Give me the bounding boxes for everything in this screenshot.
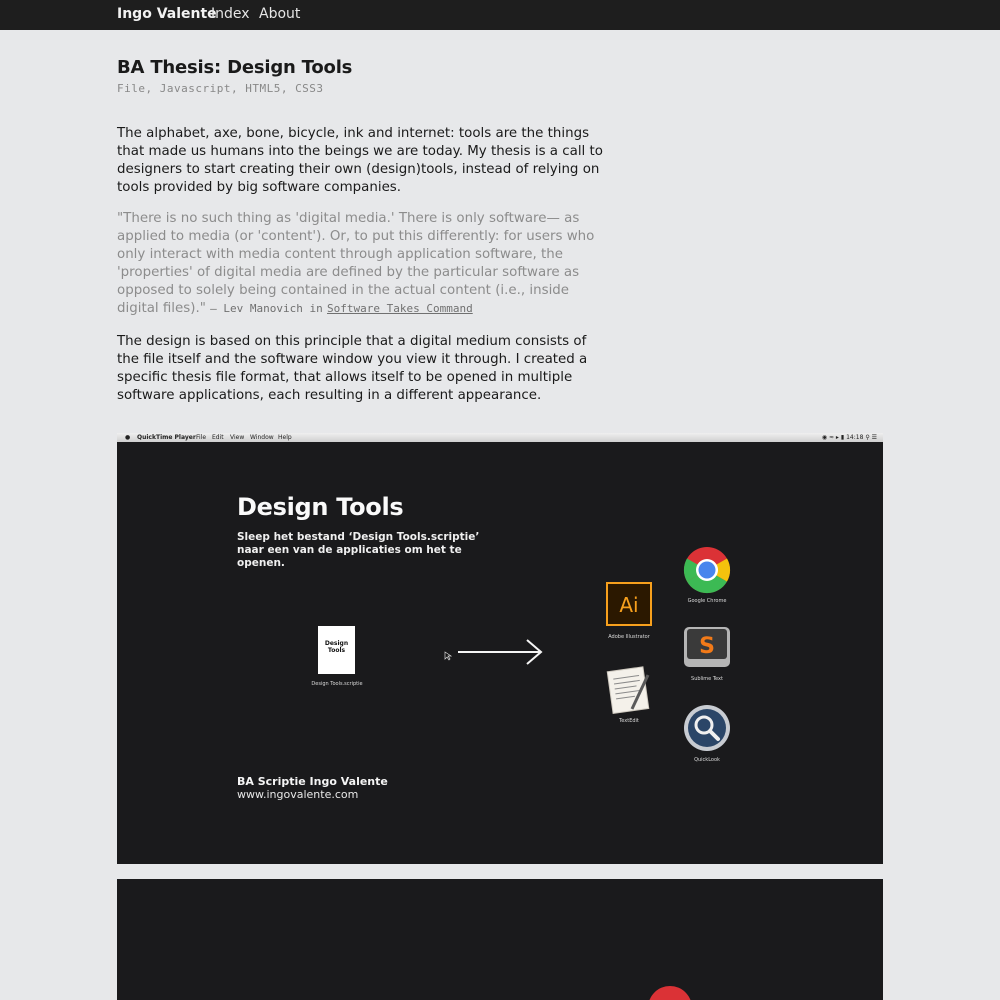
spotlight-icon: ⚲ ☰ xyxy=(865,434,877,441)
intro-paragraph: The alphabet, axe, bone, bicycle, ink and internet: tools are the things that made us humans into the beings we are today. My thesis is a call to designers to start creating their own (design)tools, instead of relying on tools provided by big software companies. xyxy=(117,126,603,195)
svg-text:Ai: Ai xyxy=(619,593,639,617)
mac-menubar xyxy=(117,433,883,442)
quote-text: "There is no such thing as 'digital media.' There is only software— as applied to media (or 'content'). Or, to put this differently: for users who only interact with media content through application software, the 'properties' of digital media are defined by the particular software as opposed to solely being contained in the actual content (i.e., inside digital files)." xyxy=(117,211,595,316)
tag-list: File, Javascript, HTML5, CSS3 xyxy=(117,82,324,95)
document-filename: Design Tools.scriptie xyxy=(311,681,363,687)
app-label-textedit: TextEdit xyxy=(619,718,639,724)
adobe-illustrator-icon xyxy=(606,582,652,626)
menubar-item-window: Window xyxy=(250,434,274,441)
quicklook-icon xyxy=(683,704,731,752)
app-label-quicklook: QuickLook xyxy=(694,757,720,763)
status-icons: ◉ ≈ ▸ ▮ xyxy=(821,434,845,441)
apple-icon: ● xyxy=(125,434,131,441)
menubar-item-help: Help xyxy=(278,434,292,441)
menubar-item-view: View xyxy=(230,434,245,441)
document-icon-label: Design Tools xyxy=(324,640,349,654)
thesis-screenshot xyxy=(117,433,883,864)
screenshot-subtitle: Sleep het bestand ‘Design Tools.scriptie’ naar een van de applicaties om het te openen. xyxy=(237,531,480,569)
chrome-icon-partial xyxy=(647,985,693,1000)
menubar-item-edit: Edit xyxy=(212,434,224,441)
textedit-icon xyxy=(604,665,654,715)
app-label-illustrator: Adobe Illustrator xyxy=(608,634,650,640)
page-title: BA Thesis: Design Tools xyxy=(117,57,353,78)
nav-link-about[interactable]: About xyxy=(259,6,301,22)
screenshot-url: www.ingovalente.com xyxy=(237,788,359,801)
screenshot-credit: BA Scriptie Ingo Valente xyxy=(237,775,388,788)
sublime-text-icon xyxy=(683,625,731,669)
app-label-sublime: Sublime Text xyxy=(691,676,723,682)
top-nav-bar xyxy=(0,0,1000,30)
arrow-right-icon xyxy=(457,638,545,668)
cursor-icon xyxy=(444,651,452,661)
thesis-screenshot-2 xyxy=(117,879,883,1000)
app-label-chrome: Google Chrome xyxy=(687,598,727,604)
screenshot-title: Design Tools xyxy=(237,493,404,521)
menubar-app-name: QuickTime Player xyxy=(137,434,196,441)
nav-link-index[interactable]: Index xyxy=(211,6,250,22)
book-link[interactable]: Software Takes Command xyxy=(327,302,473,315)
document-icon xyxy=(318,626,355,674)
menubar-time: 14:18 xyxy=(846,434,864,441)
brand-link[interactable]: Ingo Valente xyxy=(117,6,217,22)
menubar-status-area xyxy=(822,434,877,441)
block-quote xyxy=(117,210,607,318)
body-paragraph: The design is based on this principle that a digital medium consists of the file itself and the software window you view it through. I created a specific thesis file format, that allows itself to be opened in multiple software applications, each resulting in a different appearance. xyxy=(117,334,588,403)
menubar-item-file: File xyxy=(196,434,207,441)
quote-attribution: — Lev Manovich in xyxy=(210,302,323,315)
google-chrome-icon xyxy=(683,546,731,594)
svg-text:S: S xyxy=(699,634,715,659)
